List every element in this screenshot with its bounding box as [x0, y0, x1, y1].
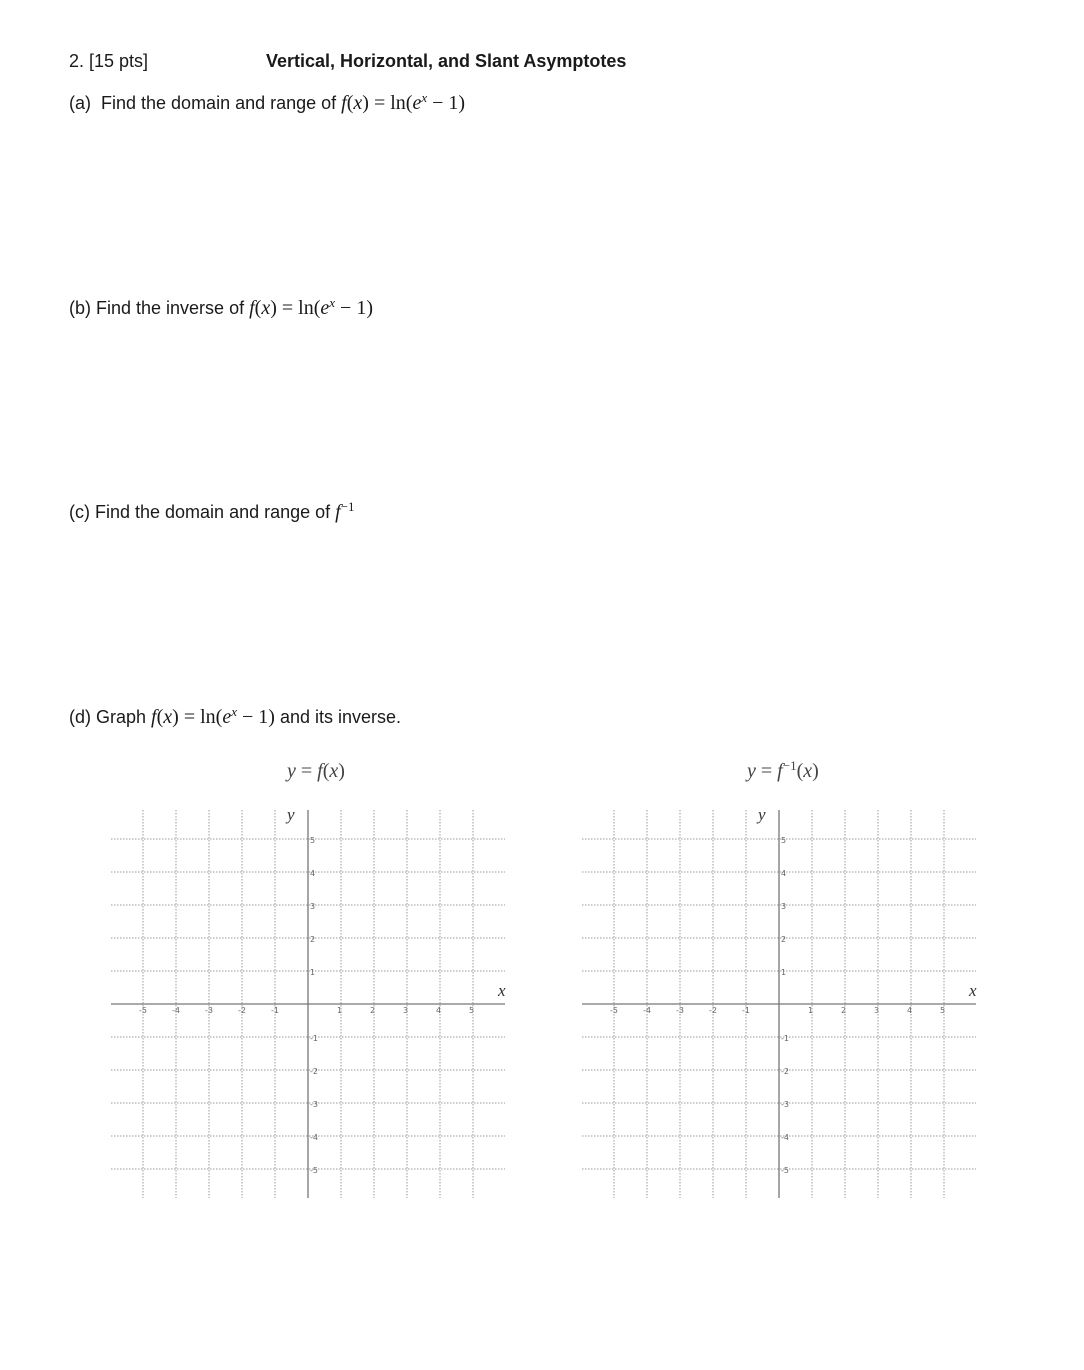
- y-tick-label: 5: [310, 836, 316, 845]
- y-tick-label: -3: [310, 1100, 318, 1109]
- x-tick-label: -4: [172, 1006, 180, 1015]
- x-tick-label: 2: [841, 1006, 847, 1015]
- y-tick-label: -1: [781, 1034, 789, 1043]
- x-tick-label: -2: [709, 1006, 717, 1015]
- x-tick-label: -1: [271, 1006, 279, 1015]
- x-axis-label: x: [498, 981, 506, 1000]
- y-tick-label: 4: [781, 869, 787, 878]
- y-axis-label: y: [287, 805, 295, 824]
- graph-2-title: $y = f^{-1}(x)$: [747, 758, 819, 782]
- part-a-formula: $f(x) = \ln(e^x - 1)$: [341, 90, 466, 114]
- x-tick-label: -4: [643, 1006, 651, 1015]
- problem-number: 2. [15 pts]: [69, 51, 149, 71]
- y-tick-label: 1: [310, 968, 316, 977]
- x-tick-label: 3: [874, 1006, 880, 1015]
- part-c-formula: $f^{-1}$: [335, 499, 355, 523]
- part-d-suffix: and its inverse.: [274, 707, 401, 727]
- y-tick-label: -5: [310, 1166, 318, 1175]
- part-a-prefix: (a) Find the domain and range of: [69, 93, 342, 113]
- x-axis-label: x: [969, 981, 977, 1000]
- y-axis-label: y: [758, 805, 766, 824]
- x-tick-label: 4: [907, 1006, 913, 1015]
- x-tick-label: 5: [469, 1006, 475, 1015]
- y-tick-label: -2: [310, 1067, 318, 1076]
- part-c-prefix: (c) Find the domain and range of: [69, 502, 336, 522]
- y-tick-label: -4: [310, 1133, 318, 1142]
- y-tick-label: -5: [781, 1166, 789, 1175]
- x-tick-label: 3: [403, 1006, 409, 1015]
- x-tick-label: 1: [337, 1006, 343, 1015]
- y-tick-label: 1: [781, 968, 787, 977]
- y-tick-label: 2: [781, 935, 787, 944]
- x-tick-label: -3: [676, 1006, 684, 1015]
- y-tick-label: 2: [310, 935, 316, 944]
- x-tick-label: 5: [940, 1006, 946, 1015]
- y-tick-label: 3: [781, 902, 787, 911]
- x-tick-label: -5: [610, 1006, 618, 1015]
- x-tick-label: 2: [370, 1006, 376, 1015]
- part-d-formula: $f(x) = \ln(e^x - 1)$: [151, 704, 275, 728]
- problem-title: Vertical, Horizontal, and Slant Asymptotes: [266, 51, 627, 71]
- part-b-prefix: (b) Find the inverse of: [69, 298, 250, 318]
- x-tick-label: -2: [238, 1006, 246, 1015]
- x-tick-label: 1: [808, 1006, 814, 1015]
- part-d-prefix: (d) Graph: [69, 707, 152, 727]
- y-tick-label: -3: [781, 1100, 789, 1109]
- y-tick-label: 4: [310, 869, 316, 878]
- y-tick-label: -2: [781, 1067, 789, 1076]
- y-tick-label: -4: [781, 1133, 789, 1142]
- x-tick-label: -3: [205, 1006, 213, 1015]
- y-tick-label: -1: [310, 1034, 318, 1043]
- x-tick-label: -1: [742, 1006, 750, 1015]
- part-b-formula: $f(x) = \ln(e^x - 1)$: [249, 295, 373, 319]
- graph-1-title: y = f(x): [287, 760, 345, 782]
- y-tick-label: 5: [781, 836, 787, 845]
- y-tick-label: 3: [310, 902, 316, 911]
- x-tick-label: 4: [436, 1006, 442, 1015]
- x-tick-label: -5: [139, 1006, 147, 1015]
